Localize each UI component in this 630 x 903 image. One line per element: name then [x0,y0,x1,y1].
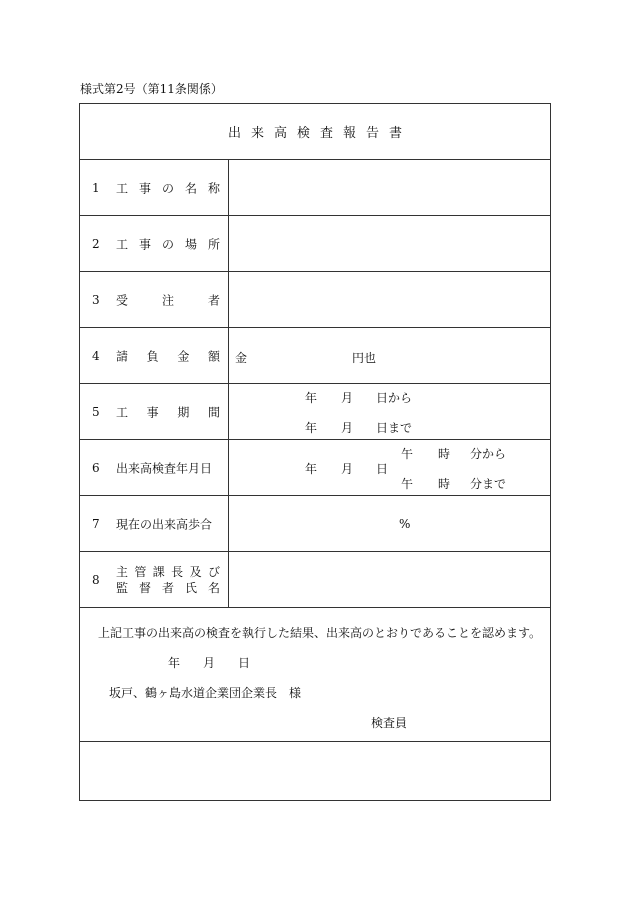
row-label-cell [80,328,229,383]
label-char: 所 [207,237,220,251]
label-char: 課 [152,564,165,579]
inspection-month: 月 [341,462,354,476]
time-end-hour: 午 [401,477,414,491]
inspector-label: 検査員 [371,716,408,730]
label-char: 事 [138,181,151,195]
label-char: 事 [138,237,151,251]
label-char: 名 [207,580,220,595]
label-char: 主 [116,564,129,579]
percent-unit: % [399,517,411,531]
row-number: 8 [92,572,100,587]
row-number: 2 [92,236,100,251]
cert-date-day: 日 [238,656,251,670]
supervisor-label [116,564,220,596]
period-end-month: 月 [341,421,354,435]
time-start-min: 分から [470,447,507,461]
row-construction-period [80,384,550,440]
contract-amount-label [116,347,220,364]
supervisor-value[interactable] [229,552,550,607]
progress-rate-label: 現在の出来高歩合 [116,517,213,531]
construction-site-label [116,235,220,252]
label-char: 工 [116,405,129,419]
label-char: の [161,181,174,195]
supervisor-label-line1 [116,564,220,580]
period-start-year: 年 [305,391,318,405]
label-char: 間 [207,405,220,419]
label-char: 額 [207,349,220,363]
inspection-date-value[interactable] [229,440,550,495]
row-number: 7 [92,516,100,531]
row-label-cell [80,496,229,551]
time-end-ji: 時 [438,477,451,491]
label-char: 及 [189,564,202,579]
certification-statement: 上記工事の出来高の検査を執行した結果、出来高のとおりであることを認めます。 [98,626,542,640]
row-progress-rate [80,496,550,552]
form-number: 様式第2号（第11条関係） [80,82,223,96]
inspection-date-label: 出来高検査年月日 [116,461,213,475]
label-char: 工 [116,237,129,251]
label-char: 名 [184,181,197,195]
inspection-year: 年 [305,462,318,476]
row-label-cell [80,272,229,327]
construction-name-value[interactable] [229,160,550,215]
row-label-cell [80,160,229,215]
row-number: 4 [92,348,100,363]
label-char: 工 [116,181,129,195]
label-char: 氏 [184,580,197,595]
addressee: 坂戸、鶴ヶ島水道企業団企業長 様 [109,686,302,700]
contract-amount-value[interactable] [229,328,550,383]
cert-date-year: 年 [168,656,181,670]
construction-site-value[interactable] [229,216,550,271]
contractor-value[interactable] [229,272,550,327]
supervisor-label-line2 [116,580,220,596]
time-end-min: 分まで [470,477,507,491]
time-start-hour: 午 [401,447,414,461]
certification-block [80,608,550,742]
label-char: 長 [171,564,184,579]
row-supervisor [80,552,550,608]
construction-period-label [116,403,220,420]
amount-suffix: 円也 [352,351,377,365]
row-label-cell [80,440,229,495]
row-label-cell [80,216,229,271]
label-char: 監 [116,580,129,595]
label-char: の [161,237,174,251]
label-char: 者 [207,293,220,307]
cert-date-month: 月 [203,656,216,670]
row-construction-name [80,160,550,216]
label-char: 期 [177,405,190,419]
row-inspection-date [80,440,550,496]
construction-name-label [116,179,220,196]
period-end-day: 日まで [376,421,413,435]
construction-period-value[interactable] [229,384,550,439]
label-char: 督 [138,580,151,595]
row-number: 6 [92,460,100,475]
row-contract-amount [80,328,550,384]
progress-rate-value[interactable] [229,496,550,551]
label-char: 注 [161,293,174,307]
period-end-year: 年 [305,421,318,435]
period-start-day: 日から [376,391,413,405]
label-char: 事 [146,405,159,419]
label-char: 受 [116,293,129,307]
report-form [79,103,551,801]
time-start-ji: 時 [438,447,451,461]
label-char: 金 [177,349,190,363]
label-char: 管 [134,564,147,579]
report-title: 出来高検査報告書 [227,126,412,141]
label-char: 称 [207,181,220,195]
label-char: び [207,564,220,579]
footer-blank-area[interactable] [80,742,550,800]
inspection-day: 日 [376,462,389,476]
contractor-label [116,291,220,308]
row-number: 3 [92,292,100,307]
row-number: 1 [92,180,100,195]
amount-prefix: 金 [235,351,248,365]
label-char: 負 [146,349,159,363]
row-number: 5 [92,404,100,419]
label-char: 請 [116,349,129,363]
row-label-cell [80,552,229,607]
label-char: 者 [161,580,174,595]
row-label-cell [80,384,229,439]
row-contractor [80,272,550,328]
period-start-month: 月 [341,391,354,405]
title-cell [80,104,550,160]
label-char: 場 [184,237,197,251]
row-construction-site [80,216,550,272]
